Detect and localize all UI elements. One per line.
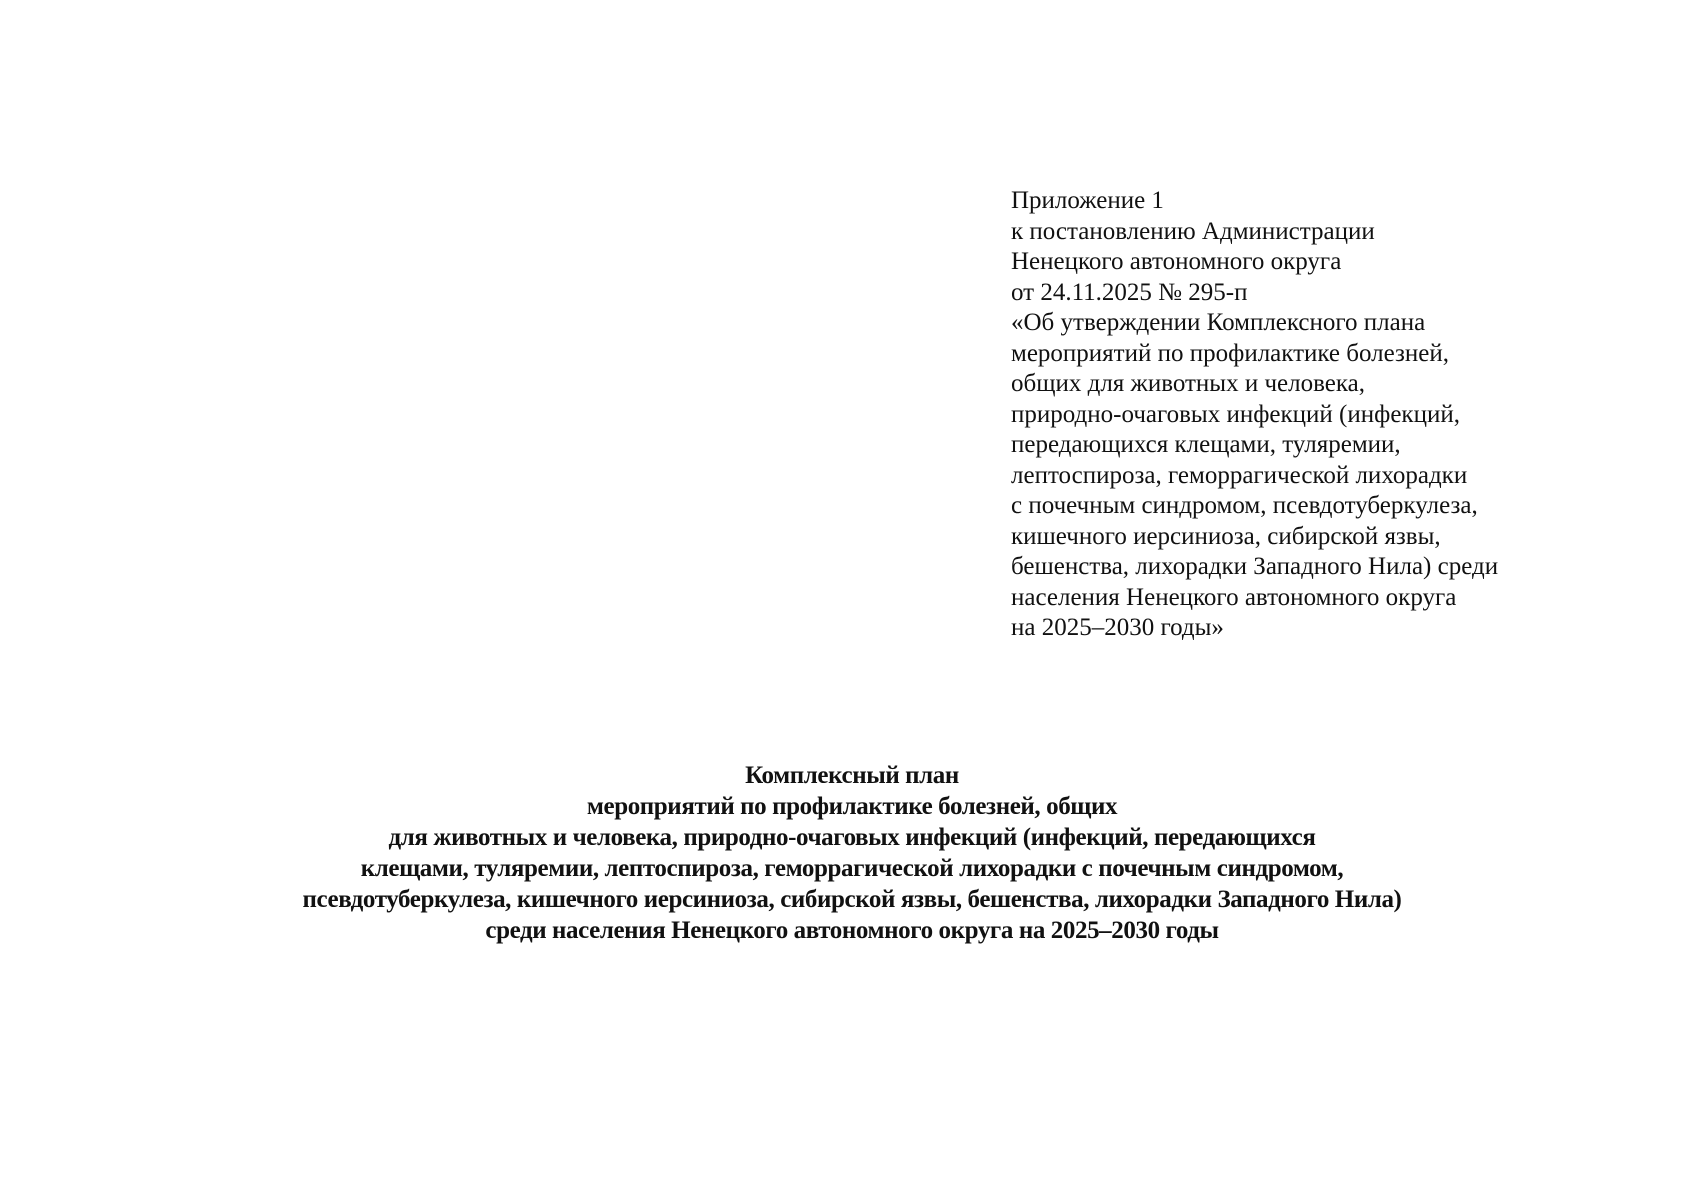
title-line: псевдотуберкулеза, кишечного иерсиниоза, сибирской язвы, бешенства, лихорадки Западного Нила) — [302, 886, 1402, 913]
appendix-line: к постановлению Администрации — [1011, 217, 1375, 245]
appendix-line: на 2025–2030 годы» — [1011, 614, 1224, 641]
appendix-line: мероприятий по профилактике болезней, — [1011, 339, 1450, 367]
appendix-line: Ненецкого автономного округа — [1011, 248, 1342, 275]
title-line: клещами, туляремии, лептоспироза, геморрагической лихорадки с почечным синдромом, — [360, 855, 1344, 882]
document-title — [0, 760, 1682, 946]
appendix-line: природно-очаговых инфекций (инфекций, — [1011, 400, 1460, 428]
title-line: среди населения Ненецкого автономного округа на 2025–2030 годы — [485, 917, 1219, 944]
appendix-reference-block — [1011, 186, 1498, 644]
appendix-line: передающихся клещами, туляремии, — [1011, 431, 1401, 458]
appendix-line: бешенства, лихорадки Западного Нила) среди — [1011, 553, 1499, 580]
appendix-line: кишечного иерсиниоза, сибирской язвы, — [1011, 522, 1441, 550]
appendix-line: населения Ненецкого автономного округа — [1011, 583, 1457, 611]
title-line: Комплексный план — [745, 762, 959, 789]
appendix-line: общих для животных и человека, — [1011, 370, 1365, 397]
appendix-line: с почечным синдромом, псевдотуберкулеза, — [1011, 492, 1478, 519]
appendix-line: «Об утверждении Комплексного плана — [1011, 309, 1426, 336]
appendix-line: Приложение 1 — [1011, 187, 1164, 214]
appendix-line: лептоспироза, геморрагической лихорадки — [1011, 461, 1468, 489]
title-line: мероприятий по профилактике болезней, общих — [586, 793, 1118, 820]
appendix-line: от 24.11.2025 № 295-п — [1011, 278, 1248, 306]
title-line: для животных и человека, природно-очаговых инфекций (инфекций, передающихся — [388, 824, 1316, 851]
